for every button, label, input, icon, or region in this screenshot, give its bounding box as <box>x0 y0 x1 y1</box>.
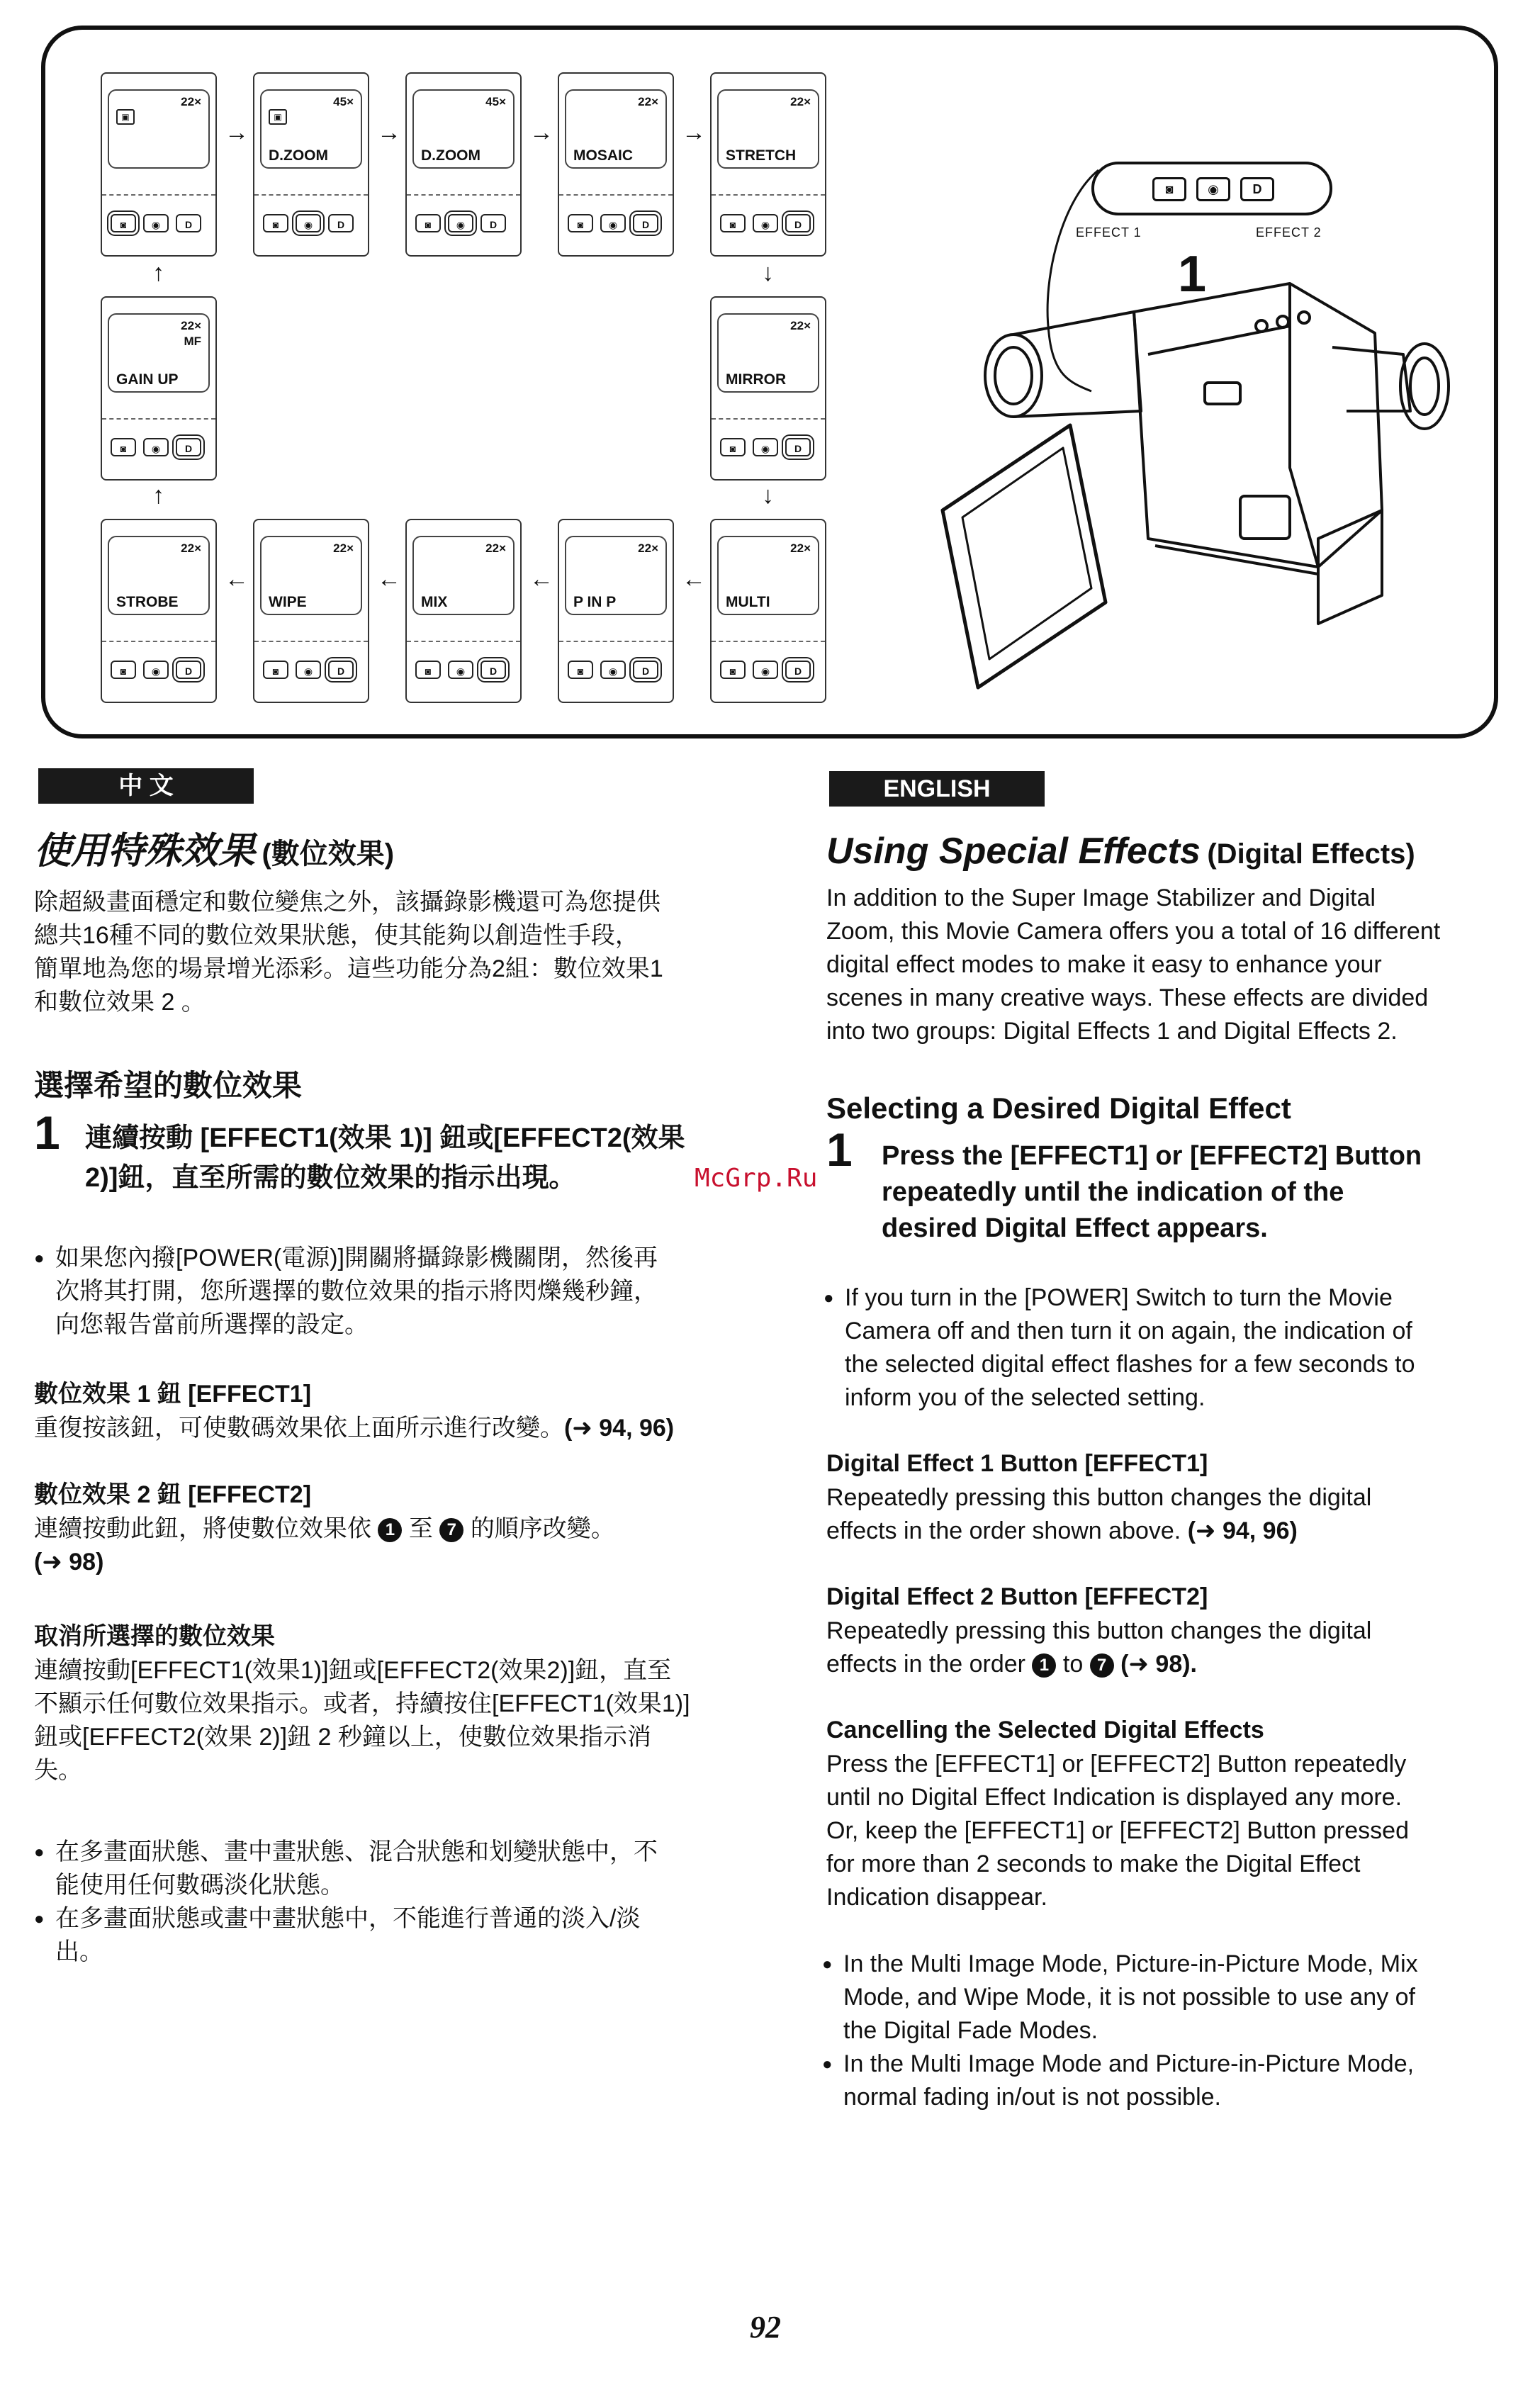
text-line: 重復按該鈕，可使數碼效果依上面所示進行改變。 <box>34 1415 564 1442</box>
lcd-screen <box>260 536 362 615</box>
lcd-screen <box>717 89 819 169</box>
arrow-down-icon: ↓ <box>762 482 774 509</box>
button-row <box>720 213 819 234</box>
lcd-screen <box>108 536 210 615</box>
circled-number-1-icon: 1 <box>1032 1653 1056 1678</box>
d-button-icon: D <box>785 438 811 456</box>
effect-name: MULTI <box>726 594 770 610</box>
text-line: desired Digital Effect appears. <box>882 1213 1268 1243</box>
lcd-screen <box>412 89 515 169</box>
button-row <box>263 213 362 234</box>
arrow-up-icon: ↑ <box>152 259 164 286</box>
english-title-main: Using Special Effects <box>826 831 1201 872</box>
effect2-button-icon: ◉ <box>143 214 169 232</box>
chinese-effect2-heading: 數位效果 2 鈕 [EFFECT2] <box>34 1481 312 1508</box>
effect-name: MIRROR <box>726 371 787 388</box>
button-row <box>111 437 210 458</box>
text-line: ● 如果您內撥[POWER(電源)]開關將攝錄影機關閉，然後再 <box>55 1242 658 1275</box>
effect-name: WIPE <box>269 594 307 610</box>
zoom-indicator: 22× <box>790 95 811 108</box>
effect-card <box>710 519 826 703</box>
divider <box>407 641 520 642</box>
mf-indicator: MF <box>184 335 201 348</box>
zoom-indicator: 45× <box>333 95 354 108</box>
d-button-icon: D <box>785 214 811 232</box>
arrow-up-icon: ↑ <box>152 482 164 509</box>
chinese-effect1-text <box>34 1412 674 1445</box>
button-row <box>415 213 515 234</box>
english-cancel-heading: Cancelling the Selected Digital Effects <box>826 1717 1264 1743</box>
effect-card <box>710 296 826 481</box>
effect-name: STROBE <box>116 594 179 610</box>
lcd-screen <box>565 89 667 169</box>
effect-card <box>101 519 217 703</box>
text-line: 連續按動 [EFFECT1(效果 1)] 鈕或[EFFECT2(效果 <box>85 1123 685 1153</box>
english-step-number: 1 <box>826 1123 853 1176</box>
button-row <box>111 659 210 680</box>
page-reference: (➜ 94, 96) <box>564 1415 675 1442</box>
text-line: Zoom, this Movie Camera offers you a total of 16 different <box>826 918 1441 945</box>
circled-number-1-icon: 1 <box>378 1518 402 1542</box>
d-button-icon: D <box>328 214 354 232</box>
effect-card <box>710 72 826 257</box>
effect-name: STRETCH <box>726 147 797 164</box>
d-button-icon: D <box>480 661 506 679</box>
effect1-button-icon: ◙ <box>263 214 288 232</box>
page-number: 92 <box>750 2310 781 2344</box>
lcd-screen <box>108 89 210 169</box>
text-line: Camera off and then turn it on again, the indication of <box>845 1318 1412 1344</box>
button-row <box>415 659 515 680</box>
effect-card <box>101 296 217 481</box>
text-line: the Digital Fade Modes. <box>843 2017 1098 2044</box>
text-line: scenes in many creative ways. These effects are divided <box>826 984 1429 1011</box>
text-line: ● 在多畫面狀態、畫中畫狀態、混合狀態和划變狀態中，不 <box>55 1836 658 1869</box>
text-segment: 的順序改變。 <box>470 1515 615 1542</box>
chinese-intro <box>34 886 663 1019</box>
text-line: 和數位效果 2 。 <box>34 989 206 1016</box>
effect2-button-icon: ◉ <box>448 661 473 679</box>
effect-card <box>558 519 674 703</box>
text-line: 連續按動[EFFECT1(效果1)]鈕或[EFFECT2(效果2)]鈕，直至 <box>34 1657 672 1684</box>
zoom-indicator: 22× <box>333 541 354 555</box>
effect2-button-icon: ◉ <box>296 214 321 232</box>
divider <box>712 194 825 196</box>
text-segment: 至 <box>408 1515 433 1542</box>
english-title-sub: (Digital Effects) <box>1207 838 1415 870</box>
stabilizer-icon: ▣ <box>116 109 135 125</box>
chinese-bullet-fade <box>55 1836 658 1969</box>
zoom-indicator: 22× <box>790 319 811 332</box>
text-line: ● 在多畫面狀態或畫中畫狀態中，不能進行普通的淡入/淡 <box>55 1902 658 1936</box>
page-reference: (➜ 98). <box>1120 1651 1197 1678</box>
lcd-screen <box>108 313 210 393</box>
english-effect1-text <box>826 1481 1371 1548</box>
circled-number-7-icon: 7 <box>1090 1653 1114 1678</box>
zoom-indicator: 22× <box>181 95 201 108</box>
d-button-icon: D <box>480 214 506 232</box>
text-line: ● In the Multi Image Mode and Picture-in-Picture Mode, <box>843 2048 1418 2081</box>
button-row <box>720 437 819 458</box>
camcorder-illustration <box>921 142 1460 695</box>
arrow-left-icon: ← <box>529 566 553 592</box>
text-line: ● If you turn in the [POWER] Switch to turn the Movie <box>845 1281 1415 1315</box>
effect1-button-icon: ◙ <box>720 661 746 679</box>
d-button-icon: D <box>633 214 658 232</box>
text-segment: 連續按動此鈕，將使數位效果依 <box>34 1515 371 1542</box>
text-line: 出。 <box>55 1938 103 1965</box>
text-line: 除超級畫面穩定和數位變焦之外，該攝錄影機還可為您提供 <box>34 889 661 916</box>
effect-name: D.ZOOM <box>269 147 328 164</box>
divider <box>712 641 825 642</box>
english-power-note <box>845 1281 1415 1415</box>
d-button-icon: D <box>176 438 201 456</box>
divider <box>102 641 215 642</box>
text-line: Press the [EFFECT1] or [EFFECT2] Button <box>882 1141 1422 1171</box>
english-select-heading: Selecting a Desired Digital Effect <box>826 1091 1291 1125</box>
effect1-button-icon: ◙ <box>568 661 593 679</box>
effect2-button: ◉ <box>1196 177 1230 201</box>
d-button-icon: D <box>176 214 201 232</box>
effect-name: P IN P <box>573 594 617 610</box>
divider <box>102 194 215 196</box>
d-button-icon: D <box>633 661 658 679</box>
english-effect2-text <box>826 1614 1371 1681</box>
chinese-title <box>34 831 395 872</box>
chinese-title-main: 使用特殊效果 <box>34 831 256 872</box>
button-row <box>720 659 819 680</box>
effect1-button-icon: ◙ <box>720 438 746 456</box>
text-line: into two groups: Digital Effects 1 and Digital Effects 2. <box>826 1018 1398 1045</box>
text-line: Press the [EFFECT1] or [EFFECT2] Button repeatedly <box>826 1751 1407 1777</box>
effect2-button-icon: ◉ <box>143 438 169 456</box>
text-line: 鈕或[EFFECT2(效果 2)]鈕 2 秒鐘以上，使數位效果指示消 <box>34 1724 651 1751</box>
arrow-right-icon: → <box>529 119 553 146</box>
english-effect1-heading: Digital Effect 1 Button [EFFECT1] <box>826 1450 1208 1477</box>
effect-card <box>558 72 674 257</box>
effect2-button-icon: ◉ <box>600 661 626 679</box>
english-step-text <box>882 1138 1422 1247</box>
d-button-icon: D <box>176 661 201 679</box>
zoom-indicator: 22× <box>181 319 201 332</box>
arrow-right-icon: → <box>377 119 401 146</box>
arrow-left-icon: ← <box>377 566 401 592</box>
effect1-button-icon: ◙ <box>111 661 136 679</box>
arrow-right-icon: → <box>682 119 706 146</box>
divider <box>407 194 520 196</box>
effect-card <box>405 72 522 257</box>
effect-name: MOSAIC <box>573 147 633 164</box>
effect2-button-icon: ◉ <box>143 661 169 679</box>
effect1-button-icon: ◙ <box>111 438 136 456</box>
diagram-step-number: 1 <box>1178 246 1207 303</box>
text-line: In addition to the Super Image Stabilizer and Digital <box>826 884 1376 911</box>
arrow-left-icon: ← <box>225 566 249 592</box>
effect2-button-icon: ◉ <box>448 214 473 232</box>
english-effect2-heading: Digital Effect 2 Button [EFFECT2] <box>826 1583 1208 1610</box>
effect1-button-icon: ◙ <box>263 661 288 679</box>
lcd-screen <box>412 536 515 615</box>
lcd-screen <box>717 536 819 615</box>
text-line: 2)]鈕，直至所需的數位效果的指示出現。 <box>85 1163 576 1193</box>
zoom-indicator: 22× <box>638 95 658 108</box>
text-line: 失。 <box>34 1757 82 1784</box>
effect-card <box>253 519 369 703</box>
d-button-icon: D <box>328 661 354 679</box>
stabilizer-icon: ▣ <box>269 109 287 125</box>
text-line: 能使用任何數碼淡化狀態。 <box>55 1872 344 1899</box>
english-language-header: ENGLISH <box>829 771 1045 807</box>
effect1-button-icon: ◙ <box>111 214 136 232</box>
effect1-button-icon: ◙ <box>720 214 746 232</box>
chinese-title-sub: (數位效果) <box>262 838 395 870</box>
effect-name: MIX <box>421 594 448 610</box>
text-line: Repeatedly pressing this button changes the digital <box>826 1484 1372 1511</box>
page-reference: (➜ 94, 96) <box>1187 1517 1298 1544</box>
divider <box>102 418 215 420</box>
effect-card <box>101 72 217 257</box>
effect2-label: EFFECT 2 <box>1256 225 1322 240</box>
button-row <box>263 659 362 680</box>
text-line: ● In the Multi Image Mode, Picture-in-Picture Mode, Mix <box>843 1948 1418 1981</box>
text-line: repeatedly until the indication of the <box>882 1177 1344 1207</box>
text-line: normal fading in/out is not possible. <box>843 2084 1221 2111</box>
text-line: 總共16種不同的數位效果狀態，使其能夠以創造性手段， <box>34 922 639 949</box>
divider <box>712 418 825 420</box>
divider <box>559 641 673 642</box>
watermark: McGrp.Ru <box>695 1164 818 1193</box>
effect2-button-icon: ◉ <box>753 661 778 679</box>
divider <box>254 641 368 642</box>
text-line: 簡單地為您的場景增光添彩。這些功能分為2組：數位效果1 <box>34 955 663 982</box>
lcd-screen <box>260 89 362 169</box>
text-segment: to <box>1062 1651 1084 1678</box>
circled-number-7-icon: 7 <box>439 1518 463 1542</box>
zoom-indicator: 22× <box>638 541 658 555</box>
text-line: for more than 2 seconds to make the Digital Effect <box>826 1850 1361 1877</box>
text-line: the selected digital effect flashes for a few seconds to <box>845 1351 1415 1378</box>
chinese-effect1-heading: 數位效果 1 鈕 [EFFECT1] <box>34 1381 312 1408</box>
effect-name: GAIN UP <box>116 371 179 388</box>
text-line: 向您報告當前所選擇的設定。 <box>55 1311 369 1338</box>
effect1-button: ◙ <box>1152 177 1186 201</box>
text-line: 不顯示任何數位效果指示。或者，持續按住[EFFECT1(效果1)] <box>34 1690 690 1717</box>
effect2-button-icon: ◉ <box>296 661 321 679</box>
chinese-step-text <box>85 1118 685 1198</box>
chinese-effect2-text <box>34 1512 615 1579</box>
chinese-cancel-text <box>34 1654 690 1787</box>
button-row <box>111 213 210 234</box>
divider <box>254 194 368 196</box>
divider <box>559 194 673 196</box>
chinese-step-number: 1 <box>34 1106 60 1159</box>
arrow-left-icon: ← <box>682 566 706 592</box>
effect2-button-icon: ◉ <box>753 438 778 456</box>
zoom-indicator: 22× <box>181 541 201 555</box>
effect1-button-icon: ◙ <box>568 214 593 232</box>
page-reference: (➜ 98) <box>34 1549 104 1576</box>
zoom-indicator: 22× <box>790 541 811 555</box>
english-bullets <box>843 1948 1418 2114</box>
chinese-power-note <box>55 1242 658 1342</box>
text-segment: effects in the order <box>826 1651 1025 1678</box>
text-line: inform you of the selected setting. <box>845 1384 1205 1411</box>
effect-card <box>405 519 522 703</box>
chinese-language-header: 中 文 <box>38 768 254 804</box>
english-title <box>826 831 1415 872</box>
text-line: until no Digital Effect Indication is displayed any more. <box>826 1784 1403 1811</box>
chinese-cancel-heading: 取消所選擇的數位效果 <box>34 1623 275 1650</box>
zoom-indicator: 45× <box>485 95 506 108</box>
text-line: digital effect modes to make it easy to enhance your <box>826 951 1382 978</box>
lcd-screen <box>717 313 819 393</box>
text-line: Mode, and Wipe Mode, it is not possible to use any of <box>843 1984 1416 2011</box>
text-line: Indication disappear. <box>826 1884 1047 1911</box>
text-line: Repeatedly pressing this button changes the digital <box>826 1617 1372 1644</box>
zoom-indicator: 22× <box>485 541 506 555</box>
effect1-button-icon: ◙ <box>415 661 441 679</box>
button-row <box>568 659 667 680</box>
arrow-down-icon: ↓ <box>762 259 774 286</box>
text-segment: effects in the order shown above. <box>826 1517 1181 1544</box>
d-button: D <box>1240 177 1274 201</box>
chinese-select-heading: 選擇希望的數位效果 <box>34 1069 303 1102</box>
effect1-label: EFFECT 1 <box>1076 225 1142 240</box>
lcd-screen <box>565 536 667 615</box>
effect-card <box>253 72 369 257</box>
text-line: 次將其打開，您所選擇的數位效果的指示將閃爍幾秒鐘， <box>55 1278 658 1305</box>
english-intro <box>826 882 1440 1048</box>
effect1-button-icon: ◙ <box>415 214 441 232</box>
effect-name: D.ZOOM <box>421 147 480 164</box>
button-row <box>568 213 667 234</box>
d-button-icon: D <box>785 661 811 679</box>
text-line: Or, keep the [EFFECT1] or [EFFECT2] Button pressed <box>826 1817 1409 1844</box>
english-cancel-text <box>826 1748 1409 1914</box>
effect2-button-icon: ◉ <box>600 214 626 232</box>
arrow-right-icon: → <box>225 119 249 146</box>
effect2-button-icon: ◉ <box>753 214 778 232</box>
